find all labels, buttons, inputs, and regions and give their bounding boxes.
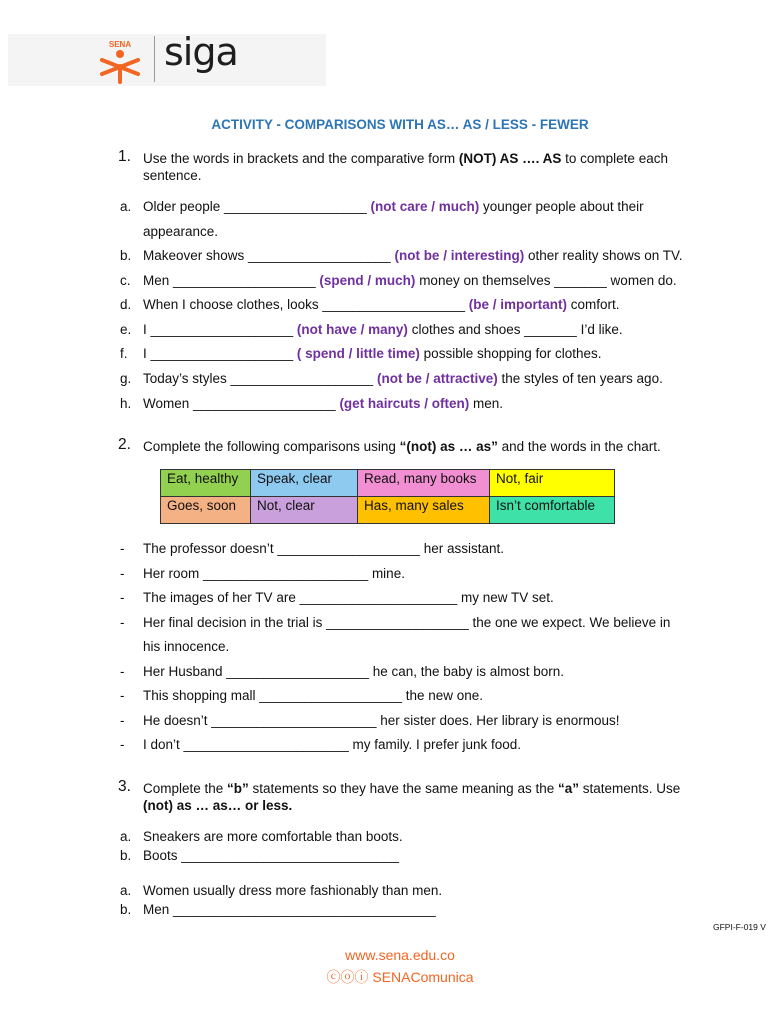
q2-item — [120, 541, 504, 556]
q3-item — [120, 829, 403, 844]
item-marker: - — [120, 713, 125, 728]
item-text: Women ___________________ — [143, 396, 340, 411]
item-marker: f. — [120, 346, 128, 361]
item-text: other reality shows on TV. — [524, 248, 683, 263]
q1-item — [120, 248, 683, 263]
item-continuation: appearance. — [143, 224, 219, 239]
chart-cell: Read, many books — [358, 470, 490, 497]
item-marker: b. — [120, 902, 132, 917]
q2-item — [120, 664, 564, 679]
item-text: Men ___________________________________ — [143, 902, 436, 917]
item-text: Older people ___________________ — [143, 199, 371, 214]
item-text: I ___________________ — [143, 322, 297, 337]
q3-item — [120, 902, 436, 917]
social-handle — [0, 967, 768, 987]
item-marker: e. — [120, 322, 132, 337]
item-marker: a. — [120, 829, 132, 844]
document-code: GFPI-F-019 V — [713, 922, 766, 932]
item-hint: (not have / many) — [296, 322, 408, 337]
q3-item — [120, 848, 399, 863]
item-text: Men ___________________ — [143, 273, 320, 288]
item-hint: (be / important) — [468, 297, 567, 312]
question-1-number: 1. — [118, 148, 131, 165]
q2-item — [120, 688, 483, 703]
item-text: The professor doesn’t ___________________ her assistant. — [143, 541, 505, 556]
item-marker: b. — [120, 248, 132, 263]
item-text: Women usually dress more fashionably than men. — [143, 883, 443, 898]
question-2-instruction: Complete the following comparisons using “(not) as … as” and the words in the chart. — [143, 439, 661, 454]
chart-row — [161, 497, 615, 524]
item-text: Her room ______________________ mine. — [143, 566, 405, 581]
item-text: Her Husband ___________________ he can, the baby is almost born. — [143, 664, 565, 679]
item-hint: (not be / interesting) — [394, 248, 525, 263]
q2-item — [120, 590, 554, 605]
q1-item — [120, 322, 623, 337]
item-marker: - — [120, 590, 125, 605]
item-hint: (not be / attractive) — [376, 371, 498, 386]
chart-cell: Speak, clear — [251, 470, 358, 497]
item-marker: b. — [120, 848, 132, 863]
item-text: I don’t ______________________ my family. I prefer junk food. — [143, 737, 522, 752]
svg-text:SENA: SENA — [108, 40, 132, 49]
q2-item — [120, 737, 521, 752]
item-text: The images of her TV are _____________________ my new TV set. — [143, 590, 554, 605]
website-link[interactable]: www.sena.edu.co — [345, 947, 455, 963]
item-text: This shopping mall ___________________ the new one. — [143, 688, 484, 703]
item-text: men. — [469, 396, 503, 411]
chart-cell: Eat, healthy — [161, 470, 251, 497]
question-1-instruction: Use the words in brackets and the comparative form (NOT) AS …. AS to complete each sentence. — [143, 151, 668, 183]
question-3-instruction: Complete the “b” statements so they have the same meaning as the “a” statements. Use (not) as … as… or less. — [143, 781, 681, 813]
chart-cell: Isn’t comfortable — [490, 497, 615, 524]
item-text: When I choose clothes, looks ___________________ — [143, 297, 469, 312]
item-marker: - — [120, 541, 125, 556]
item-hint: (get haircuts / often) — [339, 396, 470, 411]
item-text: Makeover shows ___________________ — [143, 248, 395, 263]
q1-item — [120, 273, 677, 288]
q2-item — [120, 566, 405, 581]
chart-cell: Not, clear — [251, 497, 358, 524]
item-hint: ( spend / little time) — [296, 346, 420, 361]
q1-item — [120, 396, 503, 411]
siga-logo-text: siga — [164, 30, 238, 74]
item-text: Sneakers are more comfortable than boots. — [143, 829, 403, 844]
q2-item — [120, 615, 670, 630]
q3-item — [120, 883, 442, 898]
item-text: Boots _____________________________ — [143, 848, 400, 863]
vocabulary-chart — [160, 469, 615, 524]
item-text: Her final decision in the trial is ___________________ the one we expect. We believe in — [143, 615, 671, 630]
logo-divider — [154, 36, 155, 82]
question-3-number: 3. — [118, 778, 131, 795]
item-text: comfort. — [567, 297, 620, 312]
q1-item — [120, 199, 644, 214]
chart-cell: Has, many sales — [358, 497, 490, 524]
item-continuation: his innocence. — [143, 639, 230, 654]
item-text: possible shopping for clothes. — [419, 346, 602, 361]
question-2-number: 2. — [118, 436, 131, 453]
item-text: Today’s styles ___________________ — [143, 371, 377, 386]
item-marker: c. — [120, 273, 131, 288]
q1-item — [120, 346, 602, 361]
item-marker: g. — [120, 371, 132, 386]
item-marker: - — [120, 615, 125, 630]
item-marker: a. — [120, 199, 132, 214]
q1-item — [120, 371, 663, 386]
chart-cell: Goes, soon — [161, 497, 251, 524]
chart-cell: Not, fair — [490, 470, 615, 497]
item-marker: h. — [120, 396, 132, 411]
item-text: the styles of ten years ago. — [497, 371, 663, 386]
item-marker: a. — [120, 883, 132, 898]
social-handle-text: SENAComunica — [372, 969, 474, 985]
sena-logo — [96, 38, 144, 84]
item-text: He doesn’t ______________________ her sister does. Her library is enormous! — [143, 713, 620, 728]
q1-item — [120, 297, 620, 312]
item-text: I ___________________ — [143, 346, 297, 361]
item-hint: (not care / much) — [370, 199, 480, 214]
item-text: money on themselves _______ women do. — [415, 273, 677, 288]
page-title: ACTIVITY - COMPARISONS WITH AS… AS / LESS - FEWER — [211, 117, 589, 132]
chart-row — [161, 470, 615, 497]
item-marker: - — [120, 737, 125, 752]
item-text: clothes and shoes _______ I’d like. — [407, 322, 623, 337]
item-marker: d. — [120, 297, 132, 312]
q2-item — [120, 713, 620, 728]
social-icons: ⓒⓞⓘ — [326, 969, 369, 985]
item-marker: - — [120, 664, 125, 679]
item-text: younger people about their — [479, 199, 644, 214]
item-marker: - — [120, 566, 125, 581]
item-marker: - — [120, 688, 125, 703]
item-hint: (spend / much) — [319, 273, 416, 288]
